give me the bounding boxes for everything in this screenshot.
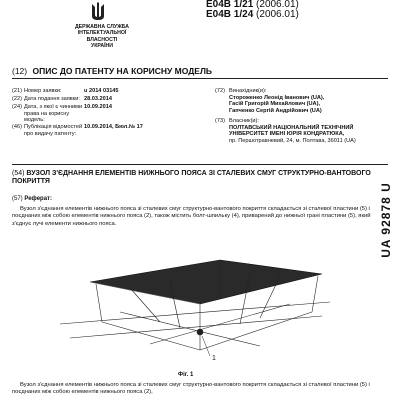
field-filing-date: [12, 96, 112, 103]
field-value: 10.09.2014, Бюл.№ 17: [84, 124, 143, 130]
owner-name: ПОЛТАВСЬКИЙ НАЦІОНАЛЬНИЙ ТЕХНІЧНИЙ УНІВЕРСИТЕТ ІМЕНІ ЮРІЯ КОНДРАТЮКА,: [229, 124, 354, 138]
office-line: ІНТЕЛЕКТУАЛЬНОЇ: [77, 30, 127, 37]
field-value: u 2014 03145: [84, 88, 119, 94]
field-label: Публікація відомостей про видачу патенту:: [24, 124, 83, 137]
abstract-heading: [12, 196, 52, 202]
inid-code: (73): [215, 118, 225, 124]
ipc-code: E04B 1/24: [206, 9, 254, 20]
structure-drawing: [60, 252, 330, 362]
abstract-repeat-text: Вузол з'єднання елементів нижнього пояса зі сталевих смуг структурно-вантового покриття складається зі сталевої пластини (5) і поєднаних між собою елементів нижнього пояса (2),: [12, 382, 370, 396]
side-patent-number-text: UA 92878 U: [379, 182, 393, 258]
figure-callout-label: 1: [212, 355, 216, 362]
owner-label: Власник(и):: [229, 118, 259, 124]
inid-code: (72): [215, 88, 225, 94]
inid-code: (21): [12, 88, 22, 94]
ipc-year: (2006.01): [256, 9, 299, 20]
patent-office-name: [46, 24, 158, 50]
abstract-heading-text: Реферат:: [24, 196, 52, 202]
field-rights-date: [12, 104, 112, 124]
divider: [12, 78, 388, 79]
utility-model-title-text: ВУЗОЛ З'ЄДНАННЯ ЕЛЕМЕНТІВ НИЖНЬОГО ПОЯСА ЗІ СТАЛЕВИХ СМУГ СТРУКТУРНО-ВАНТОВОГО ПОКРИТТЯ: [12, 170, 371, 186]
inid-code: (22): [12, 96, 22, 102]
inid-code: (54): [12, 170, 25, 177]
divider: [12, 164, 388, 165]
inventors-label: Винахідник(и):: [229, 88, 267, 94]
abstract-text: Вузол з'єднання елементів нижнього пояса зі сталевих смуг структурно-вантового покриття складається зі сталевої пластини (5) і поєднаних між собою елементів нижнього пояса (2), також містить болт-шпильку (4), приварений до нижньої грані пластини (5), який з'єднує лучі елементи нижнього пояса.: [12, 206, 371, 227]
ipc-code: E04B 1/21: [206, 0, 254, 10]
field-label: Дата, з якої є чинними права на корисну модель:: [24, 104, 83, 124]
document-title: [12, 66, 212, 76]
utility-model-title: [12, 170, 372, 187]
inventor-name: Стороженко Леонід Іванович (UA),: [229, 94, 325, 101]
ipc-year: (2006.01): [256, 0, 299, 10]
field-application-number: [12, 88, 119, 95]
office-line: ДЕРЖАВНА СЛУЖБА: [74, 24, 130, 30]
ipc-classification: [206, 0, 299, 20]
trident-emblem-icon: [78, 2, 118, 22]
document-title-text: ОПИС ДО ПАТЕНТУ НА КОРИСНУ МОДЕЛЬ: [32, 66, 213, 76]
owner-address: пр. Першотравневий, 24, м. Полтава, 36011 (UA): [229, 137, 356, 144]
office-line: ВЛАСНОСТІ: [86, 36, 118, 43]
field-publication: [12, 124, 143, 137]
inventor-name: Гасій Григорій Михайлович (UA),: [229, 101, 321, 108]
field-label: Дата подання заявки:: [24, 96, 80, 102]
side-patent-number: [377, 170, 395, 270]
inid-code: (12): [12, 66, 28, 76]
field-value: 28.03.2014: [84, 96, 112, 102]
inid-code: (46): [12, 124, 22, 130]
field-label: Номер заявки:: [24, 88, 62, 94]
inid-code: (57): [12, 196, 23, 202]
field-value: 10.09.2014: [84, 104, 112, 110]
inid-code: (24): [12, 104, 22, 110]
office-line: УКРАЇНИ: [90, 43, 114, 50]
owner-block: [215, 118, 379, 144]
ipc-line: [206, 10, 299, 20]
inventor-name: Гапченко Сергій Андрійович (UA): [229, 107, 322, 114]
figure-caption: Фіг. 1: [178, 372, 194, 378]
inventors-block: [215, 88, 379, 114]
